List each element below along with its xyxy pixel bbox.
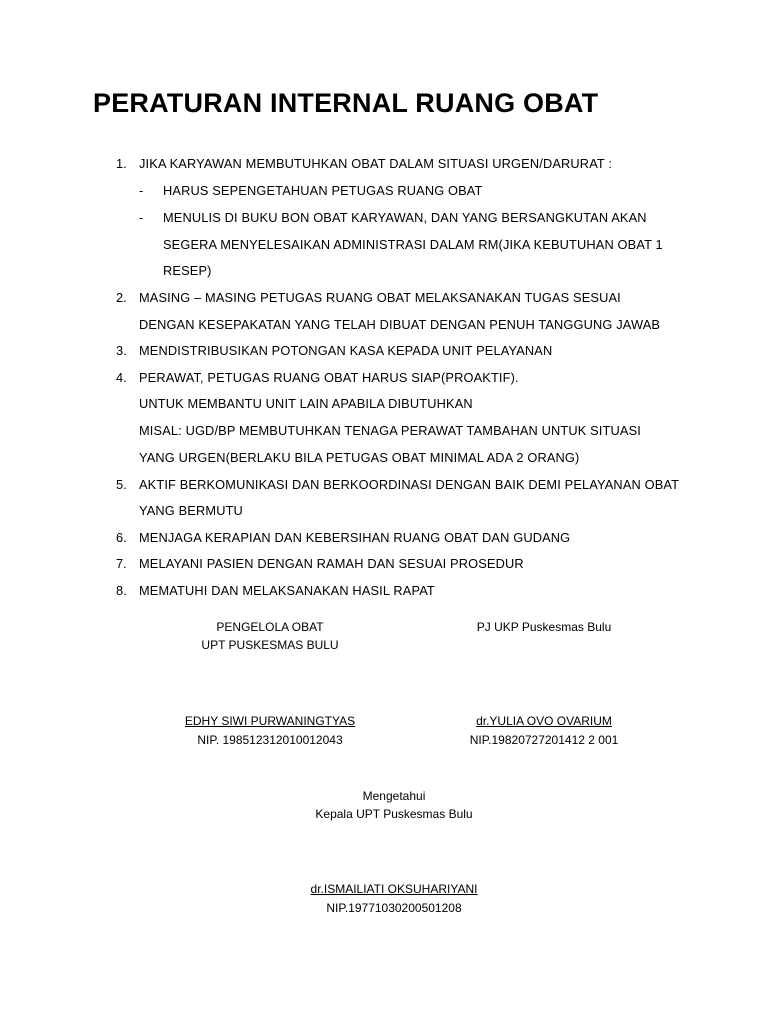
signer-name: dr.ISMAILIATI OKSUHARIYANI [310,882,478,896]
sub-item-text: RESEP) [163,263,212,278]
signer-role: UPT PUSKESMAS BULU [201,638,339,652]
rule-text: MELAYANI PASIEN DENGAN RAMAH DAN SESUAI PROSEDUR [139,556,524,571]
rule-number: 1. [116,156,127,171]
rule-number: 4. [116,370,127,385]
sub-item-text: SEGERA MENYELESAIKAN ADMINISTRASI DALAM RM(JIKA KEBUTUHAN OBAT 1 [163,237,663,252]
signer-role: Kepala UPT Puskesmas Bulu [315,807,473,821]
rule-number: 3. [116,343,127,358]
rule-text: UNTUK MEMBANTU UNIT LAIN APABILA DIBUTUHKAN [139,396,473,411]
rule-text: MENDISTRIBUSIKAN POTONGAN KASA KEPADA UNIT PELAYANAN [139,343,553,358]
rule-text: JIKA KARYAWAN MEMBUTUHKAN OBAT DALAM SITUASI URGEN/DARURAT : [139,156,613,171]
signer-role: PENGELOLA OBAT [216,620,324,634]
rule-text: MEMATUHI DAN MELAKSANAKAN HASIL RAPAT [139,583,435,598]
signer-nip: NIP.19771030200501208 [326,901,462,915]
sub-item-dash: - [139,210,144,225]
signer-nip: NIP. 198512312010012043 [197,733,343,747]
rule-text: YANG BERMUTU [139,503,243,518]
signer-name: EDHY SIWI PURWANINGTYAS [184,714,356,728]
sub-item-dash: - [139,183,144,198]
signer-nip: NIP.19820727201412 2 001 [469,733,619,747]
rule-text: AKTIF BERKOMUNIKASI DAN BERKOORDINASI DENGAN BAIK DEMI PELAYANAN OBAT [139,477,680,492]
sub-item-text: HARUS SEPENGETAHUAN PETUGAS RUANG OBAT [163,183,483,198]
rule-number: 8. [116,583,127,598]
rule-text: PERAWAT, PETUGAS RUANG OBAT HARUS SIAP(PROAKTIF). [139,370,519,385]
rule-number: 6. [116,530,127,545]
sub-item-text: MENULIS DI BUKU BON OBAT KARYAWAN, DAN YANG BERSANGKUTAN AKAN [163,210,647,225]
rule-text: MENJAGA KERAPIAN DAN KEBERSIHAN RUANG OBAT DAN GUDANG [139,530,571,545]
rule-number: 5. [116,477,127,492]
rule-text: MASING – MASING PETUGAS RUANG OBAT MELAKSANAKAN TUGAS SESUAI [139,290,621,305]
rule-text: MISAL: UGD/BP MEMBUTUHKAN TENAGA PERAWAT TAMBAHAN UNTUK SITUASI [139,423,641,438]
rule-number: 2. [116,290,127,305]
signer-name: dr.YULIA OVO OVARIUM [476,714,612,728]
rule-text: YANG URGEN(BERLAKU BILA PETUGAS OBAT MINIMAL ADA 2 ORANG) [139,450,580,465]
signer-role: PJ UKP Puskesmas Bulu [476,620,612,634]
page-title: PERATURAN INTERNAL RUANG OBAT [93,88,599,118]
rule-number: 7. [116,556,127,571]
signer-role: Mengetahui [362,789,426,803]
rule-text: DENGAN KESEPAKATAN YANG TELAH DIBUAT DENGAN PENUH TANGGUNG JAWAB [139,317,661,332]
